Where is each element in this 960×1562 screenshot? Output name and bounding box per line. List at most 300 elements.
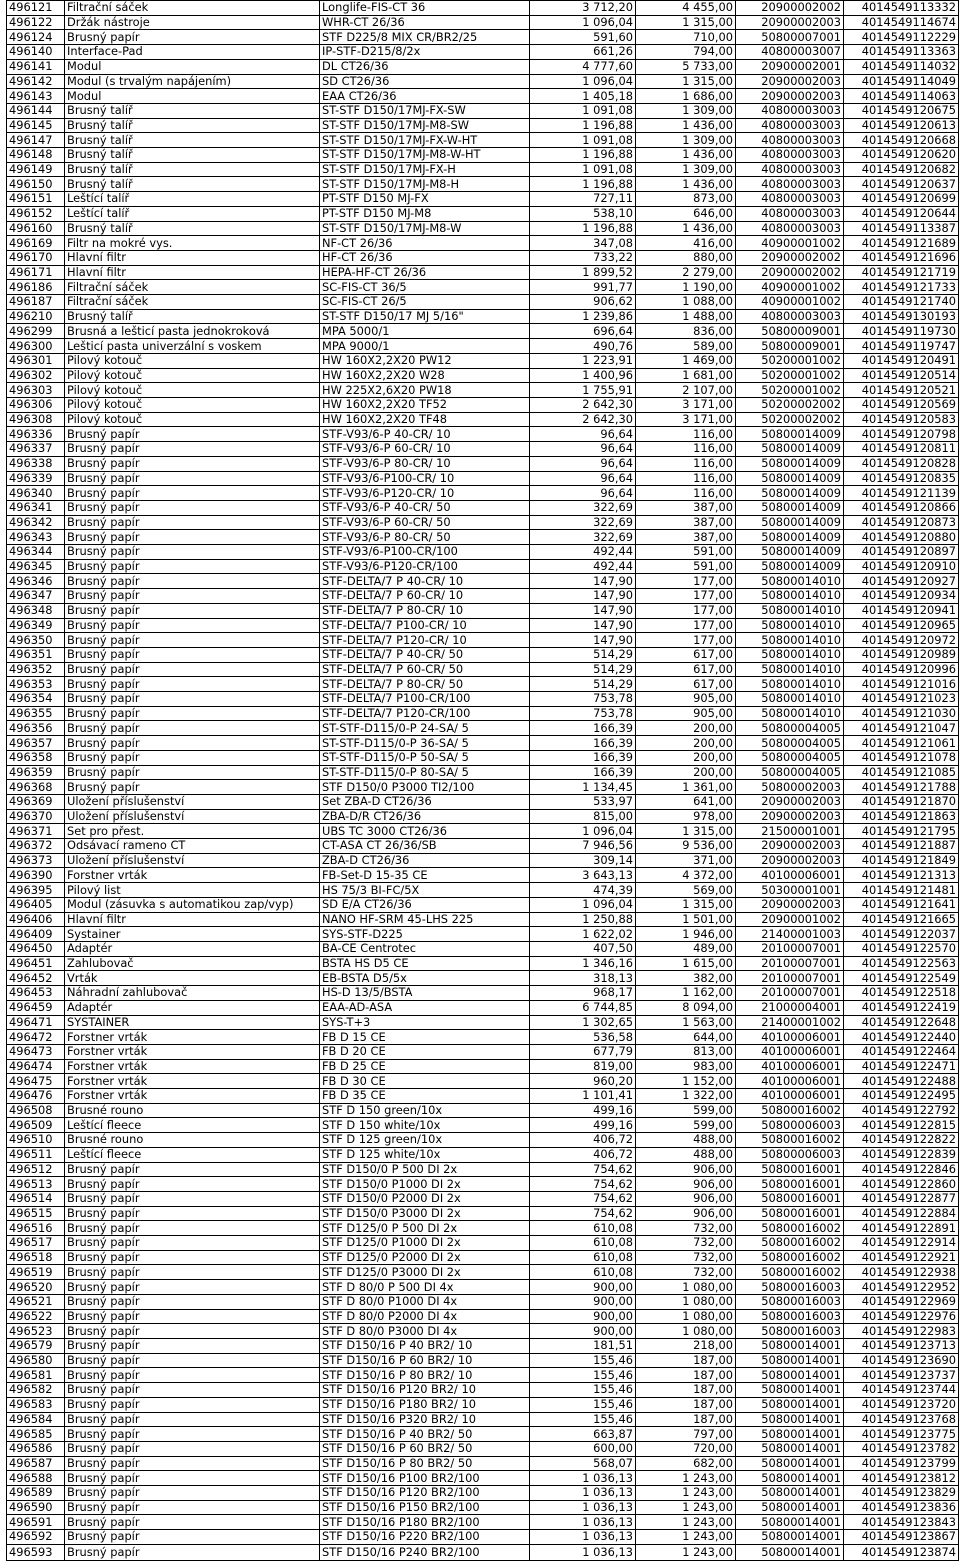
ean-cell: 4014549122921 [844,1250,959,1265]
price-gross-cell: 591,00 [636,545,736,560]
item-code-cell: 496150 [7,177,65,192]
group-code-cell: 20900002003 [736,15,844,30]
ean-cell: 4014549122471 [844,1059,959,1074]
item-name-cell: Brusný papír [65,471,320,486]
group-code-cell: 20900002003 [736,839,844,854]
group-code-cell: 50800014010 [736,706,844,721]
price-net-cell: 2 642,30 [530,412,636,427]
group-code-cell: 50800016002 [736,1236,844,1251]
price-net-cell: 155,46 [530,1353,636,1368]
item-code-cell: 496210 [7,309,65,324]
price-net-cell: 96,64 [530,486,636,501]
table-row [7,942,959,957]
item-type-cell: FB D 15 CE [320,1030,530,1045]
table-row [7,486,959,501]
price-gross-cell: 382,00 [636,971,736,986]
group-code-cell: 50800004005 [736,736,844,751]
table-row [7,1030,959,1045]
item-type-cell: PT-STF D150 MJ-FX [320,192,530,207]
price-gross-cell: 1 243,00 [636,1471,736,1486]
item-type-cell: STF-DELTA/7 P120-CR/ 10 [320,633,530,648]
price-net-cell: 754,62 [530,1191,636,1206]
item-code-cell: 496523 [7,1324,65,1339]
price-net-cell: 991,77 [530,280,636,295]
table-row [7,530,959,545]
item-type-cell: STF D150/16 P 80 BR2/ 10 [320,1368,530,1383]
item-name-cell: Adaptér [65,942,320,957]
table-row [7,1412,959,1427]
table-row [7,1397,959,1412]
ean-cell: 4014549121870 [844,794,959,809]
ean-cell: 4014549122952 [844,1280,959,1295]
table-row [7,324,959,339]
ean-cell: 4014549122976 [844,1309,959,1324]
item-name-cell: Brusný papír [65,427,320,442]
item-name-cell: Brusný papír [65,1397,320,1412]
price-net-cell: 1 196,88 [530,177,636,192]
item-code-cell: 496352 [7,662,65,677]
price-gross-cell: 1 681,00 [636,368,736,383]
table-row [7,1147,959,1162]
ean-cell: 4014549123775 [844,1427,959,1442]
price-net-cell: 610,08 [530,1250,636,1265]
price-net-cell: 696,64 [530,324,636,339]
group-code-cell: 50800014001 [736,1486,844,1501]
price-gross-cell: 187,00 [636,1353,736,1368]
ean-cell: 4014549120620 [844,148,959,163]
price-gross-cell: 732,00 [636,1236,736,1251]
ean-cell: 4014549121788 [844,780,959,795]
table-row [7,427,959,442]
item-code-cell: 496306 [7,397,65,412]
item-type-cell: EAA CT26/36 [320,89,530,104]
table-row [7,500,959,515]
item-name-cell: Hlavní filtr [65,265,320,280]
price-gross-cell: 617,00 [636,662,736,677]
ean-cell: 4014549114049 [844,74,959,89]
price-gross-cell: 1 309,00 [636,103,736,118]
group-code-cell: 50200002002 [736,412,844,427]
table-row [7,868,959,883]
price-net-cell: 1 239,86 [530,309,636,324]
price-net-cell: 4 777,60 [530,59,636,74]
price-net-cell: 474,39 [530,883,636,898]
price-net-cell: 663,87 [530,1427,636,1442]
price-net-cell: 900,00 [530,1294,636,1309]
ean-cell: 4014549120941 [844,603,959,618]
item-type-cell: EAA-AD-ASA [320,1000,530,1015]
price-gross-cell: 873,00 [636,192,736,207]
group-code-cell: 50800014001 [736,1544,844,1560]
price-net-cell: 538,10 [530,206,636,221]
price-gross-cell: 1 190,00 [636,280,736,295]
price-net-cell: 166,39 [530,750,636,765]
ean-cell: 4014549122969 [844,1294,959,1309]
price-gross-cell: 813,00 [636,1044,736,1059]
item-type-cell: MPA 9000/1 [320,339,530,354]
item-name-cell: Brusný papír [65,589,320,604]
price-net-cell: 753,78 [530,692,636,707]
price-net-cell: 906,62 [530,295,636,310]
item-code-cell: 496124 [7,30,65,45]
price-net-cell: 1 196,88 [530,148,636,163]
price-net-cell: 900,00 [530,1309,636,1324]
price-net-cell: 3 643,13 [530,868,636,883]
item-code-cell: 496145 [7,118,65,133]
item-code-cell: 496508 [7,1103,65,1118]
item-code-cell: 496348 [7,603,65,618]
item-type-cell: STF D225/8 MIX CR/BR2/25 [320,30,530,45]
price-net-cell: 819,00 [530,1059,636,1074]
ean-cell: 4014549122440 [844,1030,959,1045]
item-type-cell: STF D125/0 P 500 DI 2x [320,1221,530,1236]
price-gross-cell: 116,00 [636,471,736,486]
item-type-cell: HW 160X2,2X20 TF48 [320,412,530,427]
item-type-cell: WHR-CT 26/36 [320,15,530,30]
table-row [7,545,959,560]
price-gross-cell: 1 322,00 [636,1089,736,1104]
group-code-cell: 20900002003 [736,897,844,912]
price-gross-cell: 200,00 [636,736,736,751]
table-row [7,1383,959,1398]
group-code-cell: 50800006003 [736,1147,844,1162]
group-code-cell: 21000004001 [736,1000,844,1015]
table-row [7,1250,959,1265]
ean-cell: 4014549114063 [844,89,959,104]
price-gross-cell: 794,00 [636,45,736,60]
ean-cell: 4014549122884 [844,1206,959,1221]
item-name-cell: Adaptér [65,1000,320,1015]
price-net-cell: 1 250,88 [530,912,636,927]
item-name-cell: Pilový kotouč [65,353,320,368]
price-gross-cell: 1 080,00 [636,1280,736,1295]
item-type-cell: SYS-STF-D225 [320,927,530,942]
item-code-cell: 496187 [7,295,65,310]
item-code-cell: 496353 [7,677,65,692]
item-code-cell: 496514 [7,1191,65,1206]
ean-cell: 4014549123720 [844,1397,959,1412]
group-code-cell: 50800004005 [736,765,844,780]
price-net-cell: 733,22 [530,250,636,265]
item-type-cell: ST-STF D150/17MJ-M8-SW [320,118,530,133]
item-type-cell: ST-STF D150/17MJ-M8-W-HT [320,148,530,163]
group-code-cell: 21400001003 [736,927,844,942]
ean-cell: 4014549121863 [844,809,959,824]
item-type-cell: STF D 125 green/10x [320,1133,530,1148]
item-type-cell: STF-DELTA/7 P 80-CR/ 10 [320,603,530,618]
item-code-cell: 496340 [7,486,65,501]
price-net-cell: 96,64 [530,456,636,471]
item-code-cell: 496588 [7,1471,65,1486]
item-type-cell: STF D150/16 P150 BR2/100 [320,1500,530,1515]
price-gross-cell: 682,00 [636,1456,736,1471]
item-code-cell: 496302 [7,368,65,383]
price-net-cell: 309,14 [530,853,636,868]
table-row [7,1309,959,1324]
price-net-cell: 754,62 [530,1206,636,1221]
price-gross-cell: 489,00 [636,942,736,957]
item-type-cell: STF-V93/6-P 60-CR/ 50 [320,515,530,530]
group-code-cell: 40100006001 [736,1074,844,1089]
item-type-cell: STF D150/16 P220 BR2/100 [320,1530,530,1545]
price-gross-cell: 1 436,00 [636,148,736,163]
group-code-cell: 50800014010 [736,662,844,677]
ean-cell: 4014549121313 [844,868,959,883]
ean-cell: 4014549120521 [844,383,959,398]
price-gross-cell: 116,00 [636,486,736,501]
ean-cell: 4014549120637 [844,177,959,192]
item-code-cell: 496409 [7,927,65,942]
item-name-cell: Filtrační sáček [65,295,320,310]
price-gross-cell: 116,00 [636,427,736,442]
table-row [7,1044,959,1059]
group-code-cell: 20900001002 [736,912,844,927]
ean-cell: 4014549120910 [844,559,959,574]
item-code-cell: 496471 [7,1015,65,1030]
group-code-cell: 50800016001 [736,1191,844,1206]
group-code-cell: 50800009001 [736,324,844,339]
item-type-cell: STF D150/16 P180 BR2/ 10 [320,1397,530,1412]
price-gross-cell: 200,00 [636,765,736,780]
price-gross-cell: 177,00 [636,633,736,648]
item-name-cell: Brusný papír [65,1236,320,1251]
table-row [7,971,959,986]
item-code-cell: 496301 [7,353,65,368]
group-code-cell: 50800016002 [736,1133,844,1148]
ean-cell: 4014549122563 [844,956,959,971]
item-type-cell: STF D 80/0 P2000 DI 4x [320,1309,530,1324]
item-code-cell: 496518 [7,1250,65,1265]
table-row [7,1294,959,1309]
group-code-cell: 50800014010 [736,633,844,648]
item-type-cell: STF-DELTA/7 P100-CR/ 10 [320,618,530,633]
ean-cell: 4014549123867 [844,1530,959,1545]
ean-cell: 4014549121139 [844,486,959,501]
table-row [7,45,959,60]
item-type-cell: ST-STF D150/17MJ-M8-W [320,221,530,236]
item-name-cell: Uložení příslušenství [65,809,320,824]
item-type-cell: ST-STF D150/17MJ-M8-H [320,177,530,192]
price-gross-cell: 599,00 [636,1118,736,1133]
table-row [7,853,959,868]
item-type-cell: MPA 5000/1 [320,324,530,339]
item-code-cell: 496373 [7,853,65,868]
item-name-cell: Brusný papír [65,1206,320,1221]
item-name-cell: Brusný talíř [65,118,320,133]
price-net-cell: 600,00 [530,1441,636,1456]
ean-cell: 4014549120491 [844,353,959,368]
item-type-cell: BSTA HS D5 CE [320,956,530,971]
item-name-cell: Filtrační sáček [65,280,320,295]
item-code-cell: 496450 [7,942,65,957]
price-gross-cell: 187,00 [636,1397,736,1412]
price-net-cell: 1 096,04 [530,824,636,839]
item-type-cell: STF D 125 white/10x [320,1147,530,1162]
ean-cell: 4014549113387 [844,221,959,236]
table-row [7,1471,959,1486]
item-code-cell: 496343 [7,530,65,545]
ean-cell: 4014549120866 [844,500,959,515]
table-row [7,1,959,16]
price-net-cell: 166,39 [530,765,636,780]
table-row [7,1177,959,1192]
price-net-cell: 1 622,02 [530,927,636,942]
ean-cell: 4014549121689 [844,236,959,251]
ean-cell: 4014549122815 [844,1118,959,1133]
item-name-cell: Brusný papír [65,1162,320,1177]
item-type-cell: STF D150/0 P3000 TI2/100 [320,780,530,795]
price-net-cell: 1 899,52 [530,265,636,280]
group-code-cell: 50800014001 [736,1471,844,1486]
price-net-cell: 406,72 [530,1147,636,1162]
item-code-cell: 496142 [7,74,65,89]
price-net-cell: 147,90 [530,603,636,618]
item-code-cell: 496171 [7,265,65,280]
price-gross-cell: 732,00 [636,1250,736,1265]
item-type-cell: STF D150/16 P120 BR2/100 [320,1486,530,1501]
table-row [7,633,959,648]
item-name-cell: Hlavní filtr [65,912,320,927]
price-net-cell: 533,97 [530,794,636,809]
item-type-cell: STF D150/16 P120 BR2/ 10 [320,1383,530,1398]
group-code-cell: 40800003007 [736,45,844,60]
item-code-cell: 496354 [7,692,65,707]
group-code-cell: 40900001002 [736,236,844,251]
ean-cell: 4014549122464 [844,1044,959,1059]
price-net-cell: 610,08 [530,1265,636,1280]
table-row [7,1456,959,1471]
table-row [7,1133,959,1148]
table-row [7,883,959,898]
item-type-cell: STF D150/16 P 40 BR2/ 10 [320,1338,530,1353]
item-code-cell: 496459 [7,1000,65,1015]
item-code-cell: 496341 [7,500,65,515]
price-gross-cell: 177,00 [636,574,736,589]
table-row [7,1103,959,1118]
table-row [7,118,959,133]
price-gross-cell: 1 361,00 [636,780,736,795]
item-type-cell: STF-V93/6-P120-CR/100 [320,559,530,574]
table-row [7,89,959,104]
ean-cell: 4014549121795 [844,824,959,839]
table-row [7,721,959,736]
price-gross-cell: 1 315,00 [636,824,736,839]
item-code-cell: 496143 [7,89,65,104]
item-name-cell: Brusný talíř [65,133,320,148]
price-net-cell: 1 036,13 [530,1486,636,1501]
price-gross-cell: 906,00 [636,1206,736,1221]
ean-cell: 4014549121030 [844,706,959,721]
price-net-cell: 155,46 [530,1368,636,1383]
table-row [7,662,959,677]
ean-cell: 4014549121665 [844,912,959,927]
item-name-cell: Brusný papír [65,1471,320,1486]
price-net-cell: 610,08 [530,1236,636,1251]
item-type-cell: SC-FIS-CT 36/5 [320,280,530,295]
ean-cell: 4014549130193 [844,309,959,324]
ean-cell: 4014549121719 [844,265,959,280]
item-code-cell: 496590 [7,1500,65,1515]
item-type-cell: ST-STF-D115/0-P 50-SA/ 5 [320,750,530,765]
item-name-cell: Leštící talíř [65,206,320,221]
price-gross-cell: 200,00 [636,750,736,765]
ean-cell: 4014549122891 [844,1221,959,1236]
item-code-cell: 496339 [7,471,65,486]
table-row [7,1427,959,1442]
item-code-cell: 496349 [7,618,65,633]
price-net-cell: 591,60 [530,30,636,45]
item-type-cell: ST-STF D150/17MJ-FX-H [320,162,530,177]
price-net-cell: 568,07 [530,1456,636,1471]
item-name-cell: Uložení příslušenství [65,794,320,809]
ean-cell: 4014549120613 [844,118,959,133]
table-row [7,177,959,192]
ean-cell: 4014549120880 [844,530,959,545]
table-row [7,456,959,471]
group-code-cell: 40100006001 [736,1059,844,1074]
item-code-cell: 496368 [7,780,65,795]
item-name-cell: Pilový kotouč [65,368,320,383]
group-code-cell: 50800016003 [736,1294,844,1309]
price-gross-cell: 732,00 [636,1265,736,1280]
item-name-cell: Brusný papír [65,721,320,736]
ean-cell: 4014549122570 [844,942,959,957]
price-net-cell: 318,13 [530,971,636,986]
item-name-cell: Forstner vrták [65,1059,320,1074]
item-type-cell: STF D 80/0 P1000 DI 4x [320,1294,530,1309]
item-name-cell: Brusný papír [65,456,320,471]
item-code-cell: 496593 [7,1544,65,1560]
price-gross-cell: 387,00 [636,500,736,515]
item-type-cell: STF D 150 green/10x [320,1103,530,1118]
group-code-cell: 20900002002 [736,250,844,265]
table-row [7,250,959,265]
group-code-cell: 20100007001 [736,986,844,1001]
price-net-cell: 1 091,08 [530,133,636,148]
group-code-cell: 20100007001 [736,942,844,957]
item-code-cell: 496140 [7,45,65,60]
item-type-cell: STF-DELTA/7 P 40-CR/ 50 [320,647,530,662]
item-code-cell: 496152 [7,206,65,221]
ean-cell: 4014549120514 [844,368,959,383]
price-gross-cell: 905,00 [636,692,736,707]
table-row [7,1368,959,1383]
price-net-cell: 1 091,08 [530,103,636,118]
item-type-cell: HW 160X2,2X20 W28 [320,368,530,383]
item-type-cell: STF-DELTA/7 P 80-CR/ 50 [320,677,530,692]
price-gross-cell: 644,00 [636,1030,736,1045]
table-row [7,1324,959,1339]
item-code-cell: 496405 [7,897,65,912]
item-type-cell: STF D125/0 P2000 DI 2x [320,1250,530,1265]
group-code-cell: 50800006003 [736,1118,844,1133]
item-name-cell: Brusný papír [65,1486,320,1501]
item-code-cell: 496406 [7,912,65,927]
table-row [7,368,959,383]
table-row [7,353,959,368]
table-row [7,794,959,809]
table-row [7,1236,959,1251]
item-name-cell: Odsávací rameno CT [65,839,320,854]
item-type-cell: PT-STF D150 MJ-M8 [320,206,530,221]
price-net-cell: 753,78 [530,706,636,721]
ean-cell: 4014549121047 [844,721,959,736]
price-gross-cell: 569,00 [636,883,736,898]
item-name-cell: Brusný papír [65,1250,320,1265]
group-code-cell: 50800014001 [736,1353,844,1368]
group-code-cell: 50200002002 [736,397,844,412]
price-net-cell: 1 096,04 [530,15,636,30]
